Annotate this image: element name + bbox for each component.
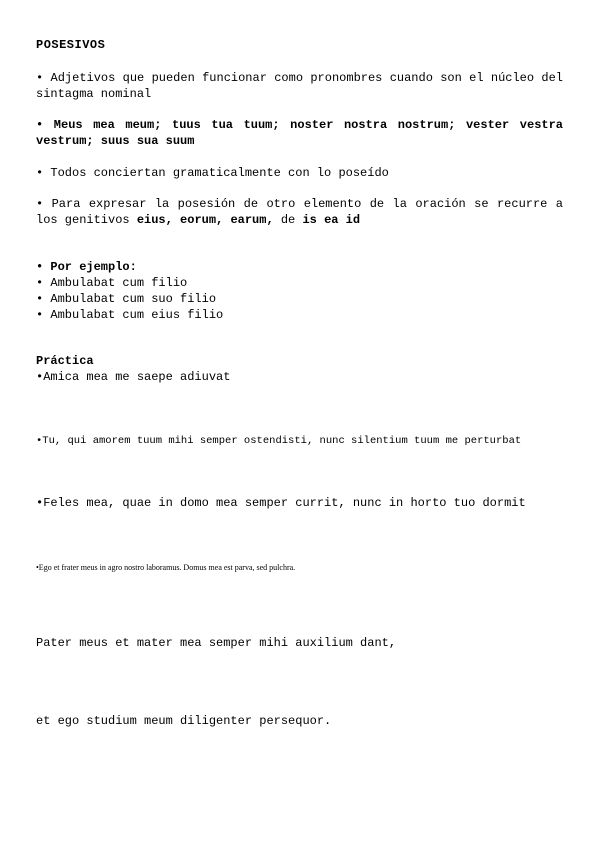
point-genitives (36, 196, 563, 228)
practice-block (36, 353, 563, 385)
genitives-text: • Para expresar la posesión de otro elemento de la oración se recurre a los genitivos (36, 197, 563, 227)
practice-sentence: •Ego et frater meus in agro nostro laboramus. Domus mea est parva, sed pulchra. (36, 563, 296, 572)
practice-sentence: Pater meus et mater mea semper mihi auxilium dant, (36, 636, 397, 650)
point-definition: • Adjetivos que pueden funcionar como pronombres cuando son el núcleo del sintagma nominal (36, 71, 563, 101)
example-item: • Ambulabat cum filio (36, 276, 188, 290)
practice-sentence: •Tu, qui amorem tuum mihi semper ostendisti, nunc silentium tuum me perturbat (36, 435, 522, 447)
genitives-pronoun: is ea id (302, 213, 361, 227)
practice-sentence: •Feles mea, quae in domo mea semper currit, nunc in horto tuo dormit (36, 496, 526, 510)
example-item: • Ambulabat cum suo filio (36, 292, 217, 306)
examples-block (36, 259, 563, 323)
practice-sentence: •Amica mea me saepe adiuvat (36, 370, 231, 384)
genitives-connector: de (273, 213, 303, 227)
practice-title: Práctica (36, 354, 94, 368)
example-item: • Ambulabat cum eius filio (36, 308, 224, 322)
genitives-forms: eius, eorum, earum, (136, 213, 274, 227)
practice-sentence: et ego studium meum diligenter persequor. (36, 714, 332, 728)
page-title: POSESIVOS (36, 38, 106, 52)
examples-label: • Por ejemplo: (36, 260, 137, 274)
point-agreement: • Todos conciertan gramaticalmente con lo poseído (36, 166, 389, 180)
point-forms: • Meus mea meum; tuus tua tuum; noster nostra nostrum; vester vestra vestrum; suus sua suum (36, 118, 563, 148)
